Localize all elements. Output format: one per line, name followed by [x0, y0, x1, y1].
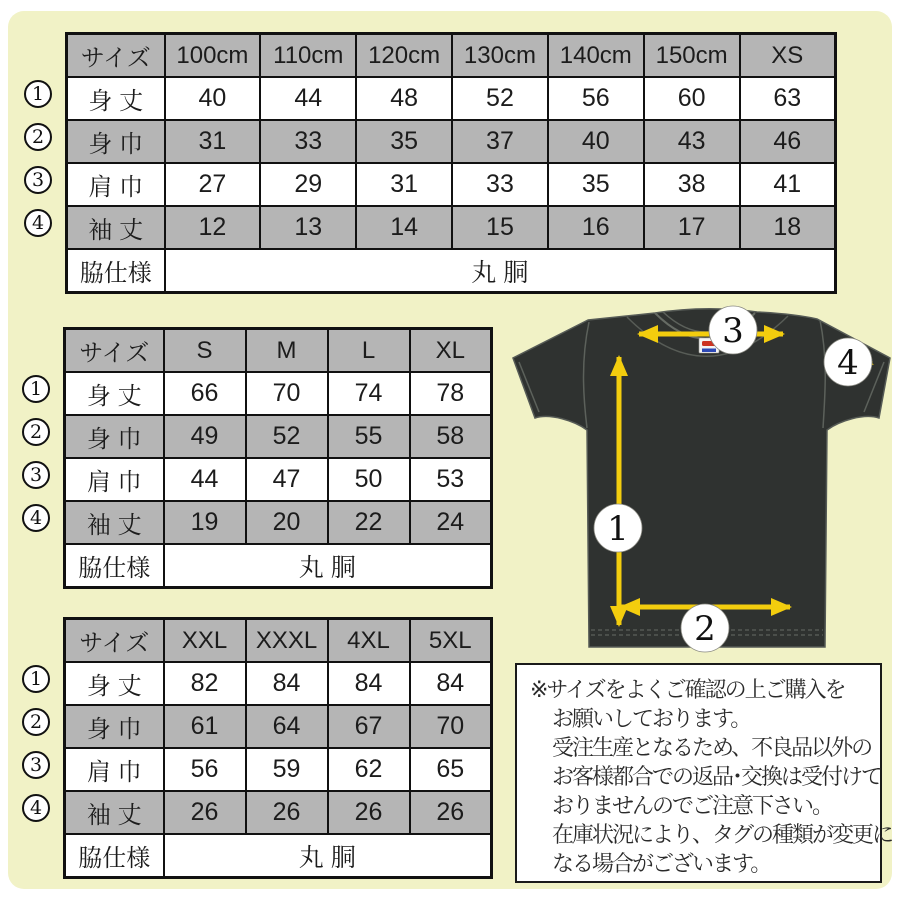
value-cell: 33	[452, 163, 548, 206]
notice-line: おりませんのでご注意下さい。	[552, 793, 833, 818]
size-header-cell: サイズ	[65, 329, 164, 373]
value-cell: 13	[260, 206, 356, 249]
value-cell: 61	[164, 705, 246, 748]
column-header-cell: XXL	[164, 619, 246, 663]
footer-label-cell: 脇仕様	[65, 544, 164, 588]
value-cell: 84	[328, 662, 410, 705]
column-header-cell: 100cm	[165, 34, 261, 78]
callout-badge-4: 4	[22, 794, 50, 822]
column-header-cell: XS	[740, 34, 836, 78]
value-cell: 56	[548, 77, 644, 120]
value-cell: 17	[644, 206, 740, 249]
callout-badge-1: 1	[22, 375, 50, 403]
footer-value-cell: 丸 胴	[164, 544, 492, 588]
value-cell: 55	[328, 415, 410, 458]
column-header-cell: 140cm	[548, 34, 644, 78]
value-cell: 47	[246, 458, 328, 501]
value-cell: 52	[246, 415, 328, 458]
callout-badge-3: 3	[22, 751, 50, 779]
value-cell: 38	[644, 163, 740, 206]
value-cell: 14	[356, 206, 452, 249]
measure-row	[65, 748, 492, 791]
value-cell: 19	[164, 501, 246, 544]
value-cell: 70	[246, 372, 328, 415]
size-header-cell: サイズ	[65, 619, 164, 663]
column-header-cell: M	[246, 329, 328, 373]
measure-row	[67, 163, 836, 206]
callout-badge-4: 4	[22, 504, 50, 532]
value-cell: 18	[740, 206, 836, 249]
value-cell: 78	[410, 372, 492, 415]
value-cell: 15	[452, 206, 548, 249]
value-cell: 40	[548, 120, 644, 163]
value-cell: 16	[548, 206, 644, 249]
column-header-cell: 110cm	[260, 34, 356, 78]
row-label-cell: 身 巾	[65, 705, 164, 748]
footer-value-cell: 丸 胴	[165, 249, 836, 293]
value-cell: 82	[164, 662, 246, 705]
value-cell: 52	[452, 77, 548, 120]
value-cell: 41	[740, 163, 836, 206]
column-header-cell: 4XL	[328, 619, 410, 663]
value-cell: 26	[246, 791, 328, 834]
column-header-cell: XXXL	[246, 619, 328, 663]
value-cell: 53	[410, 458, 492, 501]
measure-row	[65, 372, 492, 415]
row-label-cell: 袖 丈	[67, 206, 165, 249]
value-cell: 27	[165, 163, 261, 206]
row-label-cell: 肩 巾	[65, 458, 164, 501]
value-cell: 22	[328, 501, 410, 544]
footer-label-cell: 脇仕様	[67, 249, 165, 293]
value-cell: 84	[246, 662, 328, 705]
value-cell: 66	[164, 372, 246, 415]
row-label-cell: 袖 丈	[65, 501, 164, 544]
row-label-cell: 肩 巾	[67, 163, 165, 206]
row-label-cell: 身 巾	[67, 120, 165, 163]
value-cell: 74	[328, 372, 410, 415]
value-cell: 46	[740, 120, 836, 163]
notice-line: ※サイズをよくご確認の上ご購入を	[530, 677, 845, 702]
value-cell: 84	[410, 662, 492, 705]
value-cell: 70	[410, 705, 492, 748]
value-cell: 56	[164, 748, 246, 791]
measure-row	[67, 77, 836, 120]
callout-2	[681, 604, 729, 652]
value-cell: 59	[246, 748, 328, 791]
svg-text:1: 1	[607, 509, 629, 549]
notice-line: お客様都合での返品･交換は受付けて	[552, 764, 882, 789]
kids-size-table-block	[31, 32, 837, 294]
value-cell: 20	[246, 501, 328, 544]
callout-badge-2: 2	[24, 123, 52, 151]
value-cell: 26	[164, 791, 246, 834]
value-cell: 26	[328, 791, 410, 834]
plus-size-table-block	[29, 617, 493, 879]
row-label-cell: 袖 丈	[65, 791, 164, 834]
value-cell: 65	[410, 748, 492, 791]
value-cell: 44	[164, 458, 246, 501]
value-cell: 12	[165, 206, 261, 249]
column-header-cell: XL	[410, 329, 492, 373]
value-cell: 48	[356, 77, 452, 120]
value-cell: 37	[452, 120, 548, 163]
measure-row	[65, 791, 492, 834]
value-cell: 67	[328, 705, 410, 748]
value-cell: 31	[356, 163, 452, 206]
notice-line: なる場合がございます。	[552, 851, 771, 876]
measure-row	[65, 415, 492, 458]
row-label-cell: 肩 巾	[65, 748, 164, 791]
value-cell: 29	[260, 163, 356, 206]
callout-badge-4: 4	[24, 209, 52, 237]
kids-size-table	[65, 32, 837, 294]
callout-badge-3: 3	[24, 166, 52, 194]
measure-row	[67, 206, 836, 249]
measure-row	[65, 662, 492, 705]
notice-line: 受注生産となるため、不良品以外の	[552, 735, 872, 760]
row-label-cell: 身 丈	[65, 662, 164, 705]
svg-text:4: 4	[837, 343, 859, 383]
column-header-cell: 130cm	[452, 34, 548, 78]
measure-row	[65, 705, 492, 748]
column-header-cell: S	[164, 329, 246, 373]
measure-row	[65, 501, 492, 544]
adult-size-table	[63, 327, 493, 589]
measure-row	[65, 458, 492, 501]
svg-text:3: 3	[722, 311, 744, 351]
row-label-cell: 身 丈	[65, 372, 164, 415]
size-header-cell: サイズ	[67, 34, 165, 78]
callout-3	[709, 306, 757, 354]
value-cell: 63	[740, 77, 836, 120]
value-cell: 58	[410, 415, 492, 458]
value-cell: 44	[260, 77, 356, 120]
value-cell: 49	[164, 415, 246, 458]
footer-value-cell: 丸 胴	[164, 834, 492, 878]
callout-4	[824, 338, 872, 386]
value-cell: 35	[548, 163, 644, 206]
value-cell: 50	[328, 458, 410, 501]
row-label-cell: 身 丈	[67, 77, 165, 120]
callout-1	[594, 504, 642, 552]
column-header-cell: 5XL	[410, 619, 492, 663]
tshirt-measure-diagram	[505, 300, 897, 658]
value-cell: 31	[165, 120, 261, 163]
callout-badge-1: 1	[22, 665, 50, 693]
notice-line: 在庫状況により、タグの種類が変更に	[552, 822, 893, 847]
footer-label-cell: 脇仕様	[65, 834, 164, 878]
column-header-cell: 120cm	[356, 34, 452, 78]
notice-line: お願いしております。	[552, 706, 751, 731]
value-cell: 35	[356, 120, 452, 163]
svg-text:2: 2	[694, 609, 716, 649]
value-cell: 26	[410, 791, 492, 834]
value-cell: 62	[328, 748, 410, 791]
adult-size-table-block	[29, 327, 493, 589]
callout-badge-1: 1	[24, 80, 52, 108]
plus-size-table	[63, 617, 493, 879]
purchase-notice-box	[515, 663, 893, 883]
value-cell: 43	[644, 120, 740, 163]
callout-badge-2: 2	[22, 708, 50, 736]
value-cell: 40	[165, 77, 261, 120]
callout-badge-2: 2	[22, 418, 50, 446]
value-cell: 24	[410, 501, 492, 544]
row-label-cell: 身 巾	[65, 415, 164, 458]
measure-row	[67, 120, 836, 163]
column-header-cell: L	[328, 329, 410, 373]
value-cell: 60	[644, 77, 740, 120]
value-cell: 64	[246, 705, 328, 748]
value-cell: 33	[260, 120, 356, 163]
column-header-cell: 150cm	[644, 34, 740, 78]
callout-badge-3: 3	[22, 461, 50, 489]
